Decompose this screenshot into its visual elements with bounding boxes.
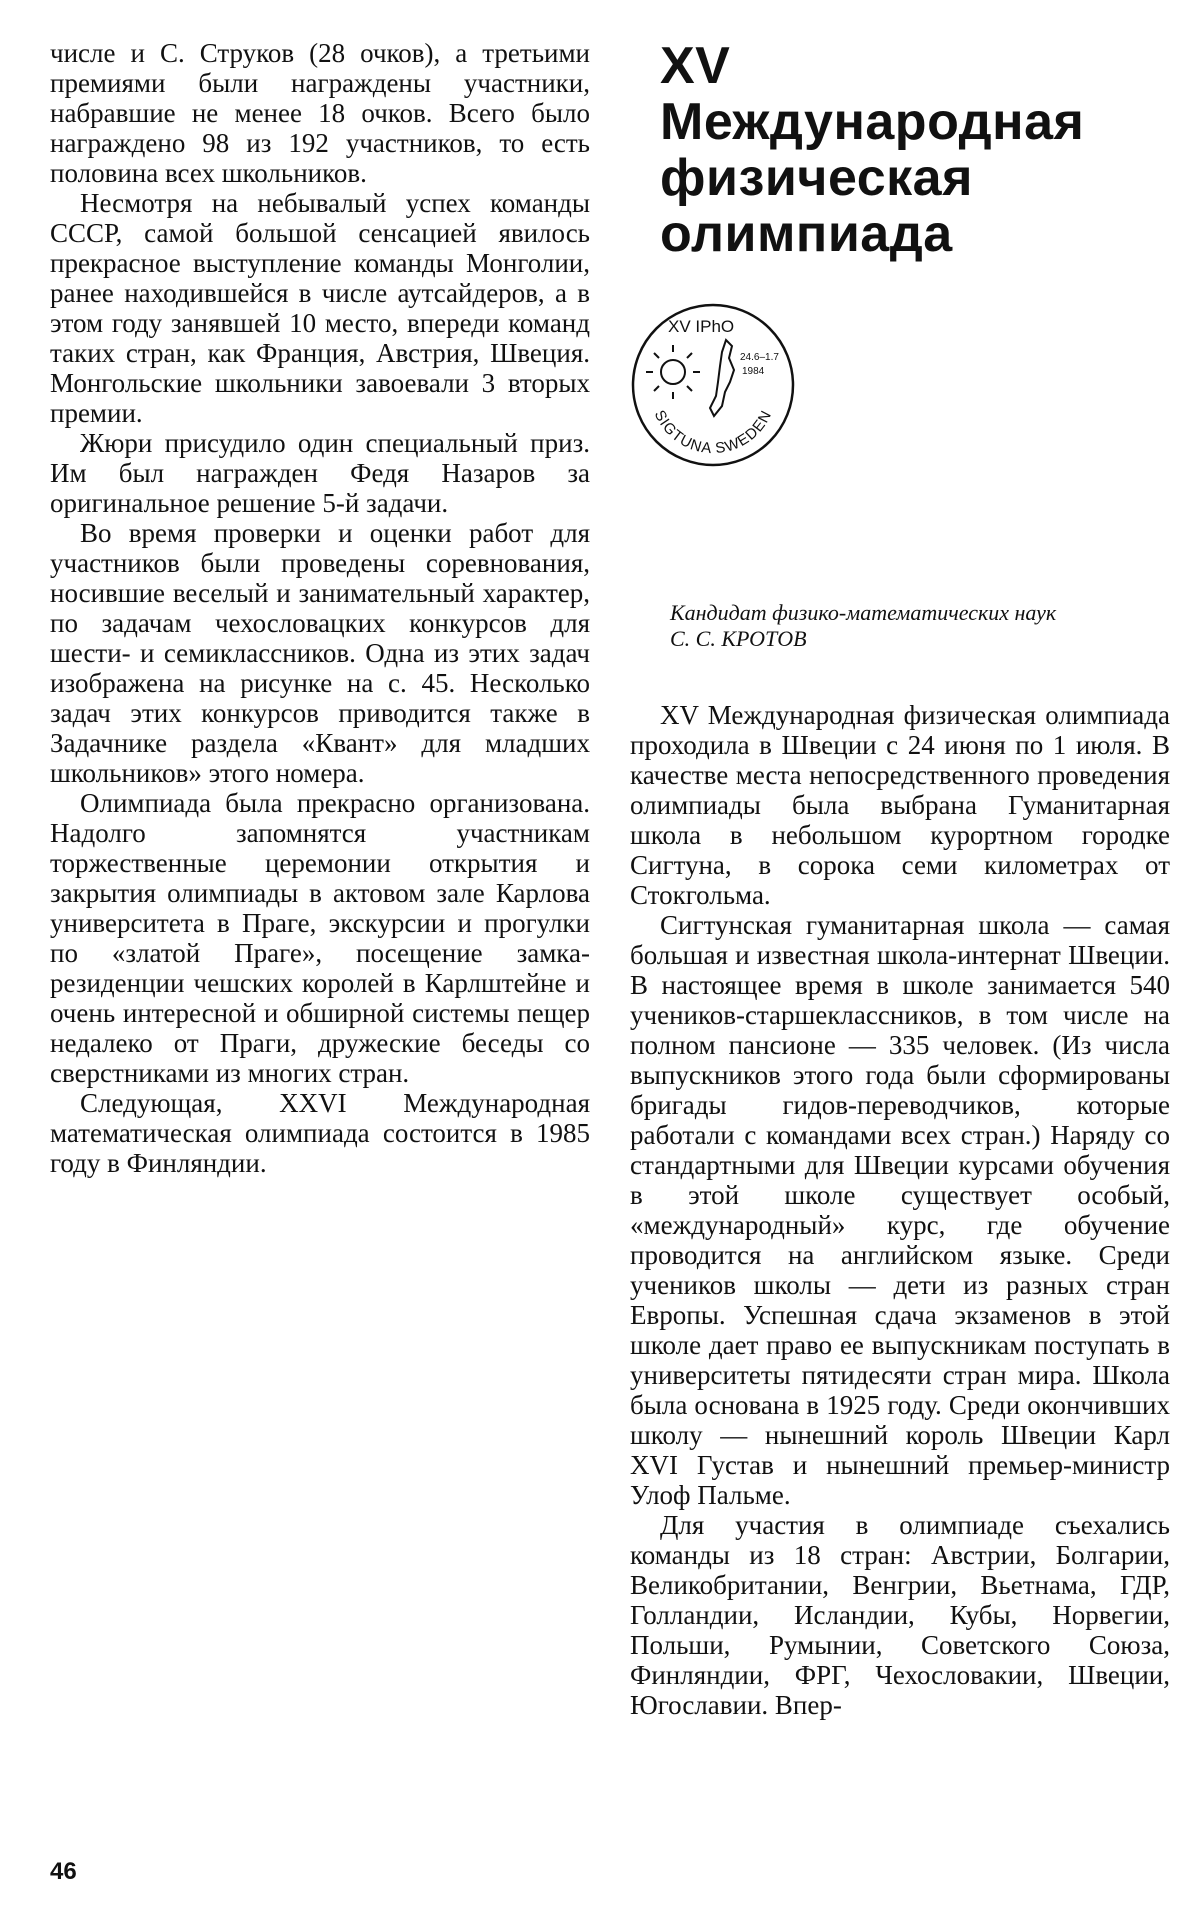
sweden-map-icon xyxy=(710,340,734,416)
paragraph: Несмотря на небывалый успех команды СССР, самой большой сенсацией явилось прекрасное выступление команды Монголии, ранее находившейся в числе аутсайдеров, а в этом году занявшей 10 место, впереди команд таких стран, как Франция, Австрия, Швеция. Монгольские школьники завоевали 3 вторых премии. xyxy=(50,188,590,428)
paragraph: Жюри присудило один специальный приз. Им был награжден Федя Назаров за оригинальное решение 5-й задачи. xyxy=(50,428,590,518)
paragraph: Во время проверки и оценки работ для участников были проведены соревнования, носившие веселый и занимательный характер, по задачам чехословацких конкурсов для шести- и семиклассников. Одна из этих задач изображена на рисунке на с. 45. Несколько задач этих конкурсов приводится также в Задачнике раздела «Квант» для младших школьников» этого номера. xyxy=(50,518,590,788)
author-title: Кандидат физико-математических наук xyxy=(670,600,1057,625)
title-line: Международная xyxy=(660,93,1085,151)
paragraph: Олимпиада была прекрасно организована. Надолго запомнятся участникам торжественные церемонии открытия и закрытия олимпиады в актовом зале Карлова университета в Праге, экскурсии и прогулки по «златой Праге», посещение замка-резиденции чешских королей в Карлштейне и очень интересной и обширной системы пещер недалеко от Праги, дружеские беседы со сверстниками из многих стран. xyxy=(50,788,590,1088)
article-title xyxy=(660,38,1084,262)
olympiad-logo xyxy=(628,300,798,470)
paragraph: Сигтунская гуманитарная школа — самая большая и известная школа-интернат Швеции. В настоящее время в школе занимается 540 учеников-старшеклассников, в том числе на полном пансионе — 335 человек. (Из числа выпускников этого года были сформированы бригады гидов-переводчиков, которые работали с командами всех стран.) Наряду со стандартными для Швеции курсами обучения в этой школе существует особый, «международный» курс, где обучение проводится на английском языке. Среди учеников школы — дети из разных стран Европы. Успешная сдача экзаменов в этой школе дает право ее выпускникам поступать в университеты пятидесяти стран мира. Школа была основана в 1925 году. Среди окончивших школу — нынешний король Швеции Карл XVI Густав и нынешний премьер-министр Улоф Пальме. xyxy=(630,910,1170,1510)
paragraph: числе и С. Струков (28 очков), а третьими премиями были награждены участники, набравшие не менее 18 очков. Всего было награждено 98 из 192 участников, то есть половина всех школьников. xyxy=(50,38,590,188)
logo-bottom-text: SIGTUNA SWEDEN xyxy=(650,407,776,458)
title-line: олимпиада xyxy=(660,205,953,263)
page-number: 46 xyxy=(50,1858,77,1885)
logo-dates: 24.6–1.7 xyxy=(740,352,779,363)
author-credit xyxy=(670,600,1056,652)
logo-top-text: XV IPhO xyxy=(668,317,735,336)
paragraph: XV Международная физическая олимпиада проходила в Швеции с 24 июня по 1 июля. В качестве места непосредственного проведения олимпиады была выбрана Гуманитарная школа в небольшом курортном городке Сигтуна, в сорока семи километрах от Стокгольма. xyxy=(630,700,1170,910)
logo-year: 1984 xyxy=(742,366,765,377)
left-column xyxy=(50,38,590,1178)
author-name: С. С. КРОТОВ xyxy=(670,626,807,651)
sun-icon xyxy=(646,345,700,399)
title-line: физическая xyxy=(660,149,973,207)
paragraph: Следующая, XXVI Международная математическая олимпиада состоится в 1985 году в Финляндии. xyxy=(50,1088,590,1178)
right-column xyxy=(630,700,1170,1720)
title-line: XV xyxy=(660,37,731,95)
paragraph: Для участия в олимпиаде съехались команды из 18 стран: Австрии, Болгарии, Великобритании, Венгрии, Вьетнама, ГДР, Голландии, Исландии, Кубы, Норвегии, Польши, Румынии, Советского Союза, Финляндии, ФРГ, Чехословакии, Швеции, Югославии. Впер- xyxy=(630,1510,1170,1720)
